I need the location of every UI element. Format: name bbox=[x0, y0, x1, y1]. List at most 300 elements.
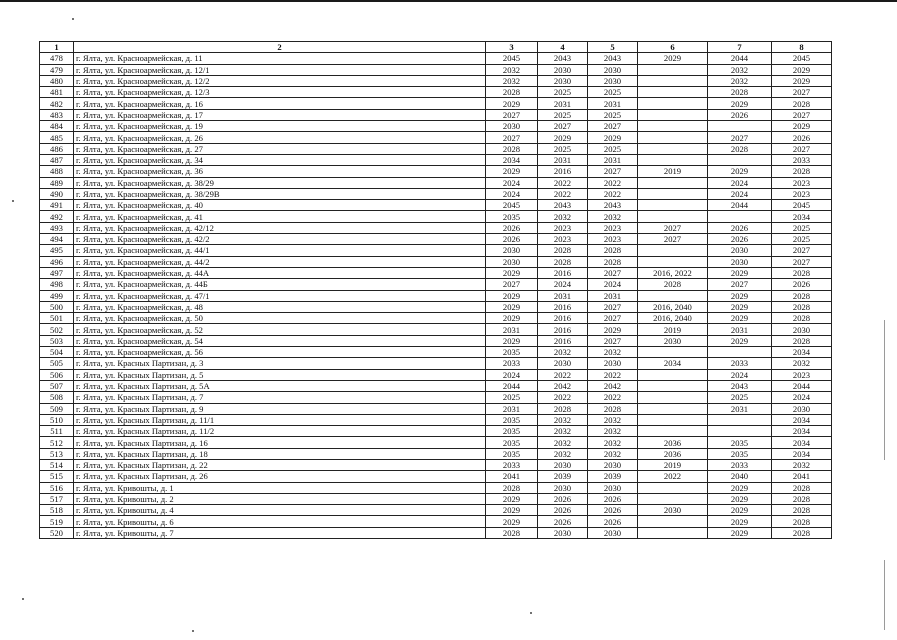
column-header: 6 bbox=[638, 42, 708, 53]
year-col-7-cell: 2028 bbox=[708, 87, 772, 98]
year-col-8-cell: 2028 bbox=[772, 98, 832, 109]
address-cell: г. Ялта, ул. Красноармейская, д. 56 bbox=[74, 347, 486, 358]
address-cell: г. Ялта, ул. Красноармейская, д. 27 bbox=[74, 143, 486, 154]
year-col-7-cell: 2033 bbox=[708, 459, 772, 470]
year-col-6-cell bbox=[638, 290, 708, 301]
year-col-4-cell: 2030 bbox=[538, 64, 588, 75]
table-row bbox=[40, 211, 832, 222]
year-col-7-cell: 2024 bbox=[708, 369, 772, 380]
year-col-4-cell: 2030 bbox=[538, 358, 588, 369]
year-col-5-cell: 2028 bbox=[588, 245, 638, 256]
year-col-3-cell: 2024 bbox=[486, 369, 538, 380]
year-col-7-cell: 2026 bbox=[708, 109, 772, 120]
year-col-7-cell: 2029 bbox=[708, 482, 772, 493]
year-col-4-cell: 2039 bbox=[538, 471, 588, 482]
address-cell: г. Ялта, ул. Красноармейская, д. 12/2 bbox=[74, 75, 486, 86]
year-col-8-cell: 2028 bbox=[772, 516, 832, 527]
row-number-cell: 495 bbox=[40, 245, 74, 256]
year-col-7-cell: 2029 bbox=[708, 301, 772, 312]
year-col-6-cell bbox=[638, 347, 708, 358]
year-col-7-cell: 2044 bbox=[708, 200, 772, 211]
year-col-3-cell: 2032 bbox=[486, 75, 538, 86]
year-col-4-cell: 2043 bbox=[538, 53, 588, 64]
year-col-4-cell: 2032 bbox=[538, 347, 588, 358]
year-col-6-cell bbox=[638, 87, 708, 98]
address-cell: г. Ялта, ул. Красных Партизан, д. 5А bbox=[74, 380, 486, 391]
row-number-cell: 498 bbox=[40, 279, 74, 290]
year-col-6-cell: 2016, 2040 bbox=[638, 301, 708, 312]
year-col-4-cell: 2028 bbox=[538, 256, 588, 267]
row-number-cell: 510 bbox=[40, 414, 74, 425]
year-col-8-cell: 2030 bbox=[772, 324, 832, 335]
year-col-5-cell: 2022 bbox=[588, 369, 638, 380]
address-cell: г. Ялта, ул. Красных Партизан, д. 11/2 bbox=[74, 426, 486, 437]
year-col-3-cell: 2029 bbox=[486, 166, 538, 177]
scan-speck bbox=[192, 630, 194, 632]
year-col-4-cell: 2032 bbox=[538, 448, 588, 459]
table-row bbox=[40, 143, 832, 154]
table-row bbox=[40, 279, 832, 290]
row-number-cell: 482 bbox=[40, 98, 74, 109]
year-col-7-cell: 2029 bbox=[708, 527, 772, 538]
table-row bbox=[40, 154, 832, 165]
year-col-8-cell: 2023 bbox=[772, 177, 832, 188]
year-col-5-cell: 2043 bbox=[588, 53, 638, 64]
table-row bbox=[40, 358, 832, 369]
year-col-8-cell: 2028 bbox=[772, 301, 832, 312]
year-col-8-cell: 2034 bbox=[772, 448, 832, 459]
address-cell: г. Ялта, ул. Красноармейская, д. 42/2 bbox=[74, 234, 486, 245]
row-number-cell: 496 bbox=[40, 256, 74, 267]
address-cell: г. Ялта, ул. Красноармейская, д. 26 bbox=[74, 132, 486, 143]
year-col-8-cell: 2027 bbox=[772, 87, 832, 98]
table-row bbox=[40, 121, 832, 132]
year-col-4-cell: 2025 bbox=[538, 87, 588, 98]
year-col-7-cell: 2031 bbox=[708, 324, 772, 335]
year-col-5-cell: 2027 bbox=[588, 267, 638, 278]
year-col-4-cell: 2043 bbox=[538, 200, 588, 211]
year-col-4-cell: 2031 bbox=[538, 98, 588, 109]
row-number-cell: 504 bbox=[40, 347, 74, 358]
year-col-6-cell bbox=[638, 414, 708, 425]
year-col-4-cell: 2016 bbox=[538, 324, 588, 335]
row-number-cell: 502 bbox=[40, 324, 74, 335]
year-col-6-cell bbox=[638, 369, 708, 380]
year-col-3-cell: 2033 bbox=[486, 358, 538, 369]
table-row bbox=[40, 380, 832, 391]
year-col-5-cell: 2025 bbox=[588, 87, 638, 98]
year-col-8-cell: 2028 bbox=[772, 335, 832, 346]
table-row bbox=[40, 200, 832, 211]
year-col-8-cell: 2026 bbox=[772, 279, 832, 290]
address-cell: г. Ялта, ул. Кривошты, д. 6 bbox=[74, 516, 486, 527]
year-col-4-cell: 2025 bbox=[538, 109, 588, 120]
scan-speck bbox=[12, 200, 14, 202]
table-row bbox=[40, 234, 832, 245]
year-col-7-cell: 2032 bbox=[708, 75, 772, 86]
address-cell: г. Ялта, ул. Красноармейская, д. 41 bbox=[74, 211, 486, 222]
year-col-8-cell: 2028 bbox=[772, 267, 832, 278]
row-number-cell: 479 bbox=[40, 64, 74, 75]
year-col-3-cell: 2029 bbox=[486, 290, 538, 301]
year-col-7-cell: 2029 bbox=[708, 98, 772, 109]
year-col-7-cell: 2024 bbox=[708, 177, 772, 188]
column-header: 4 bbox=[538, 42, 588, 53]
address-cell: г. Ялта, ул. Красноармейская, д. 38/29 bbox=[74, 177, 486, 188]
row-number-cell: 497 bbox=[40, 267, 74, 278]
year-col-5-cell: 2030 bbox=[588, 75, 638, 86]
year-col-6-cell bbox=[638, 426, 708, 437]
column-header: 8 bbox=[772, 42, 832, 53]
year-col-7-cell: 2035 bbox=[708, 437, 772, 448]
year-col-7-cell: 2035 bbox=[708, 448, 772, 459]
year-col-5-cell: 2032 bbox=[588, 414, 638, 425]
year-col-5-cell: 2028 bbox=[588, 256, 638, 267]
row-number-cell: 513 bbox=[40, 448, 74, 459]
table-row bbox=[40, 188, 832, 199]
year-col-4-cell: 2023 bbox=[538, 222, 588, 233]
year-col-3-cell: 2029 bbox=[486, 493, 538, 504]
year-col-5-cell: 2022 bbox=[588, 177, 638, 188]
year-col-7-cell: 2044 bbox=[708, 53, 772, 64]
year-col-7-cell: 2026 bbox=[708, 234, 772, 245]
year-col-5-cell: 2029 bbox=[588, 324, 638, 335]
year-col-6-cell bbox=[638, 516, 708, 527]
year-col-5-cell: 2031 bbox=[588, 290, 638, 301]
year-col-6-cell: 2016, 2022 bbox=[638, 267, 708, 278]
row-number-cell: 493 bbox=[40, 222, 74, 233]
row-number-cell: 488 bbox=[40, 166, 74, 177]
address-cell: г. Ялта, ул. Красноармейская, д. 11 bbox=[74, 53, 486, 64]
year-col-6-cell bbox=[638, 132, 708, 143]
year-col-8-cell: 2027 bbox=[772, 245, 832, 256]
year-col-4-cell: 2025 bbox=[538, 143, 588, 154]
year-col-4-cell: 2022 bbox=[538, 188, 588, 199]
row-number-cell: 503 bbox=[40, 335, 74, 346]
year-col-5-cell: 2032 bbox=[588, 211, 638, 222]
year-col-3-cell: 2029 bbox=[486, 98, 538, 109]
year-col-3-cell: 2029 bbox=[486, 335, 538, 346]
year-col-8-cell: 2028 bbox=[772, 166, 832, 177]
year-col-7-cell: 2031 bbox=[708, 403, 772, 414]
table-row bbox=[40, 290, 832, 301]
column-header: 7 bbox=[708, 42, 772, 53]
table-row bbox=[40, 471, 832, 482]
row-number-cell: 515 bbox=[40, 471, 74, 482]
address-cell: г. Ялта, ул. Красноармейская, д. 44А bbox=[74, 267, 486, 278]
year-col-5-cell: 2022 bbox=[588, 392, 638, 403]
row-number-cell: 484 bbox=[40, 121, 74, 132]
row-number-cell: 509 bbox=[40, 403, 74, 414]
address-cell: г. Ялта, ул. Кривошты, д. 4 bbox=[74, 505, 486, 516]
year-col-3-cell: 2027 bbox=[486, 132, 538, 143]
row-number-cell: 491 bbox=[40, 200, 74, 211]
year-col-6-cell bbox=[638, 482, 708, 493]
year-col-3-cell: 2041 bbox=[486, 471, 538, 482]
year-col-8-cell: 2028 bbox=[772, 505, 832, 516]
row-number-cell: 518 bbox=[40, 505, 74, 516]
address-cell: г. Ялта, ул. Красных Партизан, д. 26 bbox=[74, 471, 486, 482]
year-col-7-cell bbox=[708, 426, 772, 437]
year-col-6-cell bbox=[638, 392, 708, 403]
table-row bbox=[40, 324, 832, 335]
address-cell: г. Ялта, ул. Красноармейская, д. 52 bbox=[74, 324, 486, 335]
year-col-4-cell: 2016 bbox=[538, 335, 588, 346]
year-col-5-cell: 2042 bbox=[588, 380, 638, 391]
column-header: 2 bbox=[74, 42, 486, 53]
year-col-7-cell bbox=[708, 121, 772, 132]
year-col-7-cell: 2026 bbox=[708, 222, 772, 233]
year-col-7-cell bbox=[708, 347, 772, 358]
table-row bbox=[40, 109, 832, 120]
row-number-cell: 489 bbox=[40, 177, 74, 188]
address-cell: г. Ялта, ул. Красноармейская, д. 36 bbox=[74, 166, 486, 177]
address-cell: г. Ялта, ул. Красноармейская, д. 54 bbox=[74, 335, 486, 346]
row-number-cell: 507 bbox=[40, 380, 74, 391]
address-cell: г. Ялта, ул. Кривошты, д. 2 bbox=[74, 493, 486, 504]
year-col-5-cell: 2027 bbox=[588, 335, 638, 346]
year-col-7-cell: 2029 bbox=[708, 335, 772, 346]
year-col-6-cell bbox=[638, 177, 708, 188]
year-col-7-cell: 2030 bbox=[708, 245, 772, 256]
year-col-8-cell: 2029 bbox=[772, 121, 832, 132]
year-col-6-cell: 2034 bbox=[638, 358, 708, 369]
year-col-8-cell: 2045 bbox=[772, 200, 832, 211]
address-cell: г. Ялта, ул. Красноармейская, д. 42/12 bbox=[74, 222, 486, 233]
year-col-6-cell bbox=[638, 109, 708, 120]
year-col-3-cell: 2031 bbox=[486, 324, 538, 335]
year-col-8-cell: 2034 bbox=[772, 437, 832, 448]
year-col-4-cell: 2032 bbox=[538, 426, 588, 437]
column-header: 5 bbox=[588, 42, 638, 53]
year-col-7-cell: 2029 bbox=[708, 267, 772, 278]
year-col-8-cell: 2034 bbox=[772, 211, 832, 222]
year-col-5-cell: 2030 bbox=[588, 64, 638, 75]
year-col-7-cell: 2032 bbox=[708, 64, 772, 75]
year-col-4-cell: 2024 bbox=[538, 279, 588, 290]
address-cell: г. Ялта, ул. Красных Партизан, д. 22 bbox=[74, 459, 486, 470]
year-col-6-cell: 2030 bbox=[638, 335, 708, 346]
address-cell: г. Ялта, ул. Красноармейская, д. 16 bbox=[74, 98, 486, 109]
year-col-6-cell: 2036 bbox=[638, 448, 708, 459]
header-row bbox=[40, 42, 832, 53]
year-col-6-cell: 2019 bbox=[638, 324, 708, 335]
year-col-5-cell: 2026 bbox=[588, 493, 638, 504]
year-col-6-cell bbox=[638, 154, 708, 165]
address-cell: г. Ялта, ул. Красноармейская, д. 47/1 bbox=[74, 290, 486, 301]
year-col-3-cell: 2026 bbox=[486, 222, 538, 233]
table-row bbox=[40, 53, 832, 64]
year-col-4-cell: 2023 bbox=[538, 234, 588, 245]
year-col-7-cell: 2029 bbox=[708, 505, 772, 516]
year-col-7-cell: 2025 bbox=[708, 392, 772, 403]
year-col-6-cell: 2019 bbox=[638, 459, 708, 470]
year-col-6-cell: 2027 bbox=[638, 234, 708, 245]
year-col-8-cell: 2041 bbox=[772, 471, 832, 482]
year-col-5-cell: 2032 bbox=[588, 448, 638, 459]
scan-speck bbox=[22, 598, 24, 600]
row-number-cell: 494 bbox=[40, 234, 74, 245]
year-col-5-cell: 2023 bbox=[588, 234, 638, 245]
year-col-5-cell: 2031 bbox=[588, 98, 638, 109]
year-col-3-cell: 2030 bbox=[486, 245, 538, 256]
year-col-8-cell: 2034 bbox=[772, 414, 832, 425]
row-number-cell: 514 bbox=[40, 459, 74, 470]
table-row bbox=[40, 256, 832, 267]
year-col-8-cell: 2028 bbox=[772, 290, 832, 301]
year-col-4-cell: 2027 bbox=[538, 121, 588, 132]
year-col-8-cell: 2033 bbox=[772, 154, 832, 165]
year-col-4-cell: 2028 bbox=[538, 245, 588, 256]
year-col-7-cell: 2043 bbox=[708, 380, 772, 391]
year-col-7-cell: 2029 bbox=[708, 493, 772, 504]
year-col-4-cell: 2016 bbox=[538, 166, 588, 177]
address-cell: г. Ялта, ул. Красных Партизан, д. 3 bbox=[74, 358, 486, 369]
year-col-3-cell: 2029 bbox=[486, 313, 538, 324]
schedule-table bbox=[39, 41, 832, 539]
year-col-3-cell: 2031 bbox=[486, 403, 538, 414]
column-header: 3 bbox=[486, 42, 538, 53]
year-col-3-cell: 2024 bbox=[486, 177, 538, 188]
year-col-3-cell: 2032 bbox=[486, 64, 538, 75]
year-col-8-cell: 2025 bbox=[772, 222, 832, 233]
year-col-3-cell: 2045 bbox=[486, 53, 538, 64]
right-margin-mark-lower bbox=[884, 560, 885, 630]
year-col-4-cell: 2030 bbox=[538, 75, 588, 86]
year-col-4-cell: 2028 bbox=[538, 403, 588, 414]
row-number-cell: 517 bbox=[40, 493, 74, 504]
year-col-3-cell: 2030 bbox=[486, 121, 538, 132]
table-row bbox=[40, 87, 832, 98]
year-col-7-cell: 2030 bbox=[708, 256, 772, 267]
year-col-4-cell: 2016 bbox=[538, 301, 588, 312]
year-col-7-cell: 2029 bbox=[708, 290, 772, 301]
row-number-cell: 485 bbox=[40, 132, 74, 143]
table-row bbox=[40, 448, 832, 459]
year-col-6-cell bbox=[638, 75, 708, 86]
year-col-6-cell bbox=[638, 121, 708, 132]
table-row bbox=[40, 245, 832, 256]
page-top-edge bbox=[0, 0, 897, 2]
table-row bbox=[40, 267, 832, 278]
row-number-cell: 487 bbox=[40, 154, 74, 165]
year-col-8-cell: 2029 bbox=[772, 64, 832, 75]
year-col-8-cell: 2027 bbox=[772, 143, 832, 154]
year-col-8-cell: 2025 bbox=[772, 234, 832, 245]
row-number-cell: 490 bbox=[40, 188, 74, 199]
year-col-8-cell: 2028 bbox=[772, 493, 832, 504]
year-col-6-cell bbox=[638, 200, 708, 211]
table-body bbox=[40, 53, 832, 539]
year-col-8-cell: 2026 bbox=[772, 132, 832, 143]
table-row bbox=[40, 459, 832, 470]
year-col-3-cell: 2028 bbox=[486, 482, 538, 493]
year-col-4-cell: 2030 bbox=[538, 527, 588, 538]
year-col-5-cell: 2027 bbox=[588, 301, 638, 312]
year-col-3-cell: 2027 bbox=[486, 279, 538, 290]
address-cell: г. Ялта, ул. Красноармейская, д. 12/3 bbox=[74, 87, 486, 98]
table-row bbox=[40, 347, 832, 358]
row-number-cell: 520 bbox=[40, 527, 74, 538]
address-cell: г. Ялта, ул. Красных Партизан, д. 9 bbox=[74, 403, 486, 414]
year-col-4-cell: 2030 bbox=[538, 459, 588, 470]
year-col-5-cell: 2028 bbox=[588, 403, 638, 414]
row-number-cell: 481 bbox=[40, 87, 74, 98]
address-cell: г. Ялта, ул. Кривошты, д. 7 bbox=[74, 527, 486, 538]
year-col-8-cell: 2029 bbox=[772, 75, 832, 86]
year-col-7-cell: 2024 bbox=[708, 188, 772, 199]
year-col-5-cell: 2023 bbox=[588, 222, 638, 233]
year-col-5-cell: 2030 bbox=[588, 527, 638, 538]
year-col-4-cell: 2032 bbox=[538, 414, 588, 425]
year-col-3-cell: 2035 bbox=[486, 426, 538, 437]
address-cell: г. Ялта, ул. Красноармейская, д. 44Б bbox=[74, 279, 486, 290]
address-cell: г. Ялта, ул. Красноармейская, д. 17 bbox=[74, 109, 486, 120]
row-number-cell: 480 bbox=[40, 75, 74, 86]
year-col-3-cell: 2029 bbox=[486, 267, 538, 278]
year-col-3-cell: 2035 bbox=[486, 448, 538, 459]
year-col-5-cell: 2027 bbox=[588, 313, 638, 324]
address-cell: г. Ялта, ул. Красных Партизан, д. 18 bbox=[74, 448, 486, 459]
address-cell: г. Ялта, ул. Красноармейская, д. 34 bbox=[74, 154, 486, 165]
year-col-4-cell: 2026 bbox=[538, 516, 588, 527]
right-margin-mark bbox=[884, 320, 885, 460]
year-col-6-cell bbox=[638, 188, 708, 199]
year-col-6-cell bbox=[638, 211, 708, 222]
year-col-3-cell: 2029 bbox=[486, 301, 538, 312]
column-header: 1 bbox=[40, 42, 74, 53]
table-row bbox=[40, 437, 832, 448]
row-number-cell: 511 bbox=[40, 426, 74, 437]
year-col-8-cell: 2034 bbox=[772, 347, 832, 358]
year-col-3-cell: 2029 bbox=[486, 505, 538, 516]
row-number-cell: 501 bbox=[40, 313, 74, 324]
row-number-cell: 519 bbox=[40, 516, 74, 527]
scan-speck bbox=[72, 18, 74, 20]
year-col-4-cell: 2032 bbox=[538, 211, 588, 222]
row-number-cell: 486 bbox=[40, 143, 74, 154]
year-col-4-cell: 2029 bbox=[538, 132, 588, 143]
year-col-8-cell: 2028 bbox=[772, 313, 832, 324]
year-col-3-cell: 2034 bbox=[486, 154, 538, 165]
year-col-3-cell: 2028 bbox=[486, 143, 538, 154]
year-col-3-cell: 2035 bbox=[486, 211, 538, 222]
year-col-3-cell: 2044 bbox=[486, 380, 538, 391]
table-row bbox=[40, 313, 832, 324]
address-cell: г. Ялта, ул. Красных Партизан, д. 7 bbox=[74, 392, 486, 403]
year-col-3-cell: 2033 bbox=[486, 459, 538, 470]
year-col-3-cell: 2029 bbox=[486, 516, 538, 527]
year-col-6-cell: 2030 bbox=[638, 505, 708, 516]
address-cell: г. Ялта, ул. Кривошты, д. 1 bbox=[74, 482, 486, 493]
row-number-cell: 500 bbox=[40, 301, 74, 312]
year-col-6-cell: 2016, 2040 bbox=[638, 313, 708, 324]
table-row bbox=[40, 132, 832, 143]
year-col-4-cell: 2016 bbox=[538, 313, 588, 324]
year-col-8-cell: 2023 bbox=[772, 188, 832, 199]
year-col-4-cell: 2016 bbox=[538, 267, 588, 278]
year-col-4-cell: 2026 bbox=[538, 493, 588, 504]
table-row bbox=[40, 75, 832, 86]
year-col-3-cell: 2027 bbox=[486, 109, 538, 120]
scan-speck bbox=[530, 612, 532, 614]
address-cell: г. Ялта, ул. Красноармейская, д. 19 bbox=[74, 121, 486, 132]
year-col-7-cell bbox=[708, 211, 772, 222]
year-col-3-cell: 2024 bbox=[486, 188, 538, 199]
year-col-6-cell: 2036 bbox=[638, 437, 708, 448]
year-col-8-cell: 2024 bbox=[772, 392, 832, 403]
table-row bbox=[40, 392, 832, 403]
